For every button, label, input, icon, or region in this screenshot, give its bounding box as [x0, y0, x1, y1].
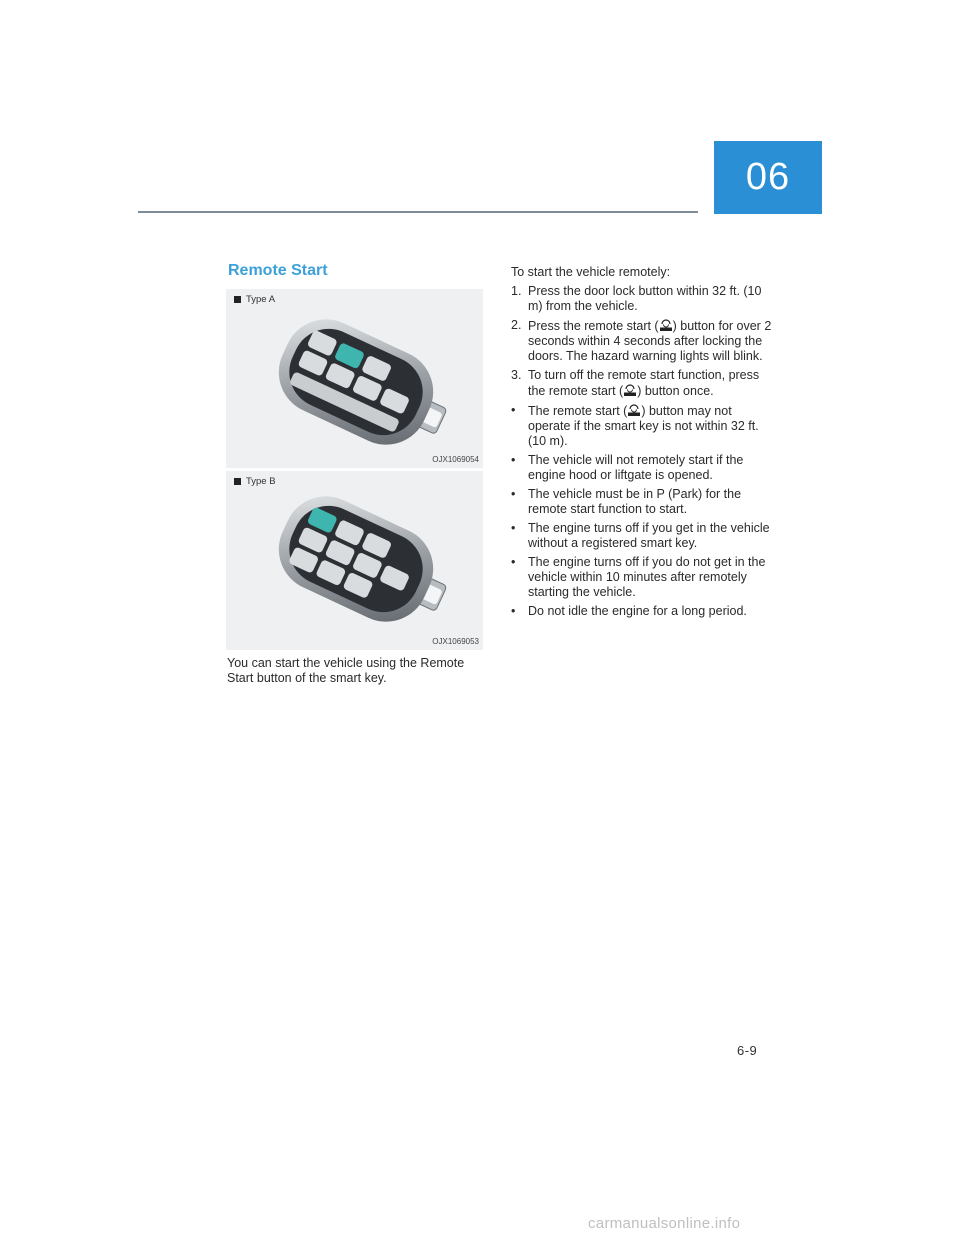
bullet: •	[511, 555, 516, 569]
note-text: The vehicle will not remotely start if the engine hood or liftgate is opened.	[528, 453, 744, 482]
figure-label-text: Type B	[246, 476, 276, 487]
step-text: Press the door lock button within 32 ft. (10 m) from the vehicle.	[528, 284, 762, 313]
bullet: •	[511, 453, 516, 467]
note-item	[511, 403, 776, 449]
chapter-tab	[714, 141, 822, 214]
remote-start-hold-icon	[623, 383, 637, 397]
note-item	[511, 604, 776, 619]
smart-key-type-a-image	[226, 289, 483, 468]
square-bullet-icon	[234, 478, 241, 485]
note-text: Do not idle the engine for a long period.	[528, 604, 747, 618]
note-text: The remote start ( ) button may not operate if the smart key is not within 32 ft. (10 m).	[528, 404, 759, 448]
step-number: 1.	[511, 284, 522, 298]
figure-type-a	[226, 289, 483, 468]
step-number: 3.	[511, 368, 522, 382]
note-item	[511, 453, 776, 483]
bullet: •	[511, 403, 516, 417]
bullet: •	[511, 521, 516, 535]
page-number: 6-9	[737, 1043, 758, 1058]
figure-label	[234, 476, 276, 487]
note-item	[511, 555, 776, 600]
remote-start-hold-icon	[627, 403, 641, 417]
chapter-number: 06	[745, 156, 791, 198]
instructions	[511, 265, 776, 623]
step-text: To turn off the remote start function, press the remote start ( ) button once.	[528, 368, 760, 398]
figure-type-b	[226, 471, 483, 650]
figure-code: OJX1069053	[432, 637, 479, 646]
step-item	[511, 318, 776, 364]
note-item	[511, 521, 776, 551]
square-bullet-icon	[234, 296, 241, 303]
note-text: The engine turns off if you do not get in the vehicle within 10 minutes after remotely starting the vehicle.	[528, 555, 766, 599]
step-number: 2.	[511, 318, 522, 332]
header-rule	[138, 211, 698, 213]
note-text: The engine turns off if you get in the vehicle without a registered smart key.	[528, 521, 770, 550]
remote-start-hold-icon	[659, 318, 673, 332]
section-title: Remote Start	[228, 262, 328, 279]
step-text: Press the remote start ( ) button for over 2 seconds within 4 seconds after locking the doors. The hazard warning lights will blink.	[528, 319, 772, 363]
figure-code: OJX1069054	[432, 455, 479, 464]
step-item	[511, 284, 776, 314]
bullet: •	[511, 604, 516, 618]
note-text: The vehicle must be in P (Park) for the remote start function to start.	[528, 487, 742, 516]
bullet: •	[511, 487, 516, 501]
intro-paragraph: You can start the vehicle using the Remote Start button of the smart key.	[227, 656, 465, 685]
steps-intro: To start the vehicle remotely:	[511, 265, 671, 279]
watermark: carmanualsonline.info	[588, 1215, 741, 1232]
step-item	[511, 368, 776, 399]
figure-label	[234, 294, 275, 305]
figure-label-text: Type A	[246, 294, 276, 305]
smart-key-type-b-image	[226, 471, 483, 650]
note-item	[511, 487, 776, 517]
